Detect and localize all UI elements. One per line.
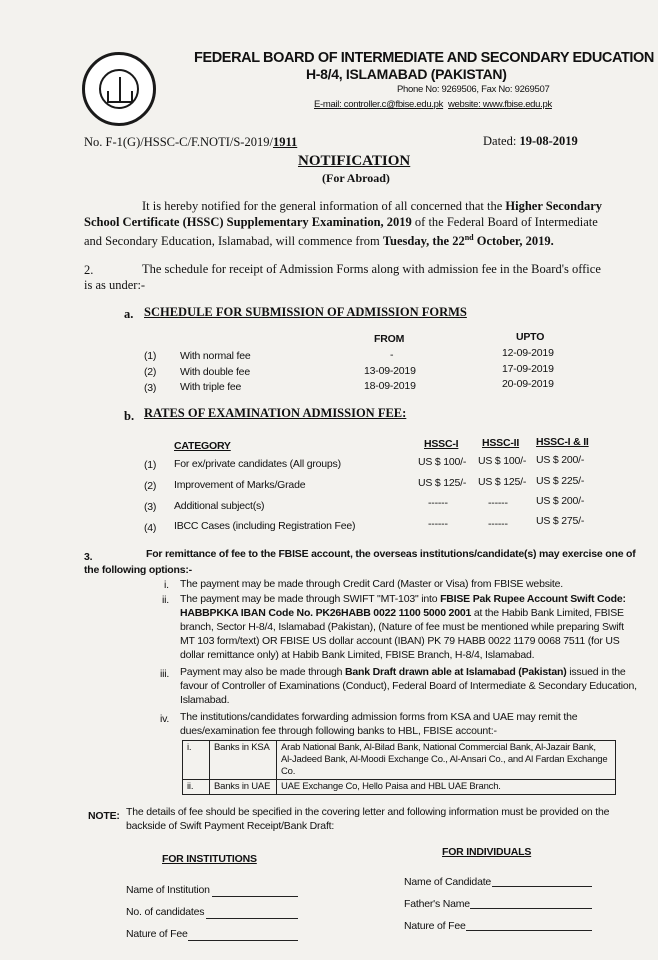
option-iv-line1: The institutions/candidates forwarding admission forms from KSA and UAE may remit the [180,711,578,723]
candidates-count-label: No. of candidates [126,906,205,918]
org-address: H-8/4, ISLAMABAD (PAKISTAN) [306,66,507,82]
institution-name-label: Name of Institution [126,884,210,896]
option-ii-line4: MT 103 form/text) OR FBISE US dollar account (IBAN) PK 79 HABB 0022 1179 0068 7511 (for US [180,635,620,647]
schedule-col-from: FROM [374,333,405,345]
table-row [183,780,616,795]
option-iv-line2: dues/examination fee through following banks to HBL, FBISE account:- [180,725,497,737]
para3-line1: For remittance of fee to the FBISE account, the overseas institutions/candidate(s) may exercise one of [146,548,636,560]
institution-name-field[interactable] [212,896,298,897]
father-name-field[interactable] [470,908,592,909]
para1-line1: It is hereby notified for the general information of all concerned that the Higher Secondary [142,199,603,213]
bank-row-number: ii. [183,780,210,795]
rates-row-num: (1) [144,459,157,471]
option-iv-number: iv. [160,713,170,725]
org-website: website: www.fbise.edu.pk [448,99,552,110]
org-email: E-mail: controller.c@fbise.edu.pk [314,99,444,110]
schedule-row-upto: 17-09-2019 [502,363,554,375]
individual-fee-field[interactable] [466,930,592,931]
rates-row-hssc12: US $ 200/- [536,495,585,507]
schedule-row-desc: With double fee [180,366,250,378]
bank-row-region: Banks in KSA [210,741,277,780]
para3-line2: the following options:- [84,564,192,576]
rates-row-desc: For ex/private candidates (All groups) [174,458,341,470]
schedule-row-num: (1) [144,350,157,362]
candidate-name-field[interactable] [492,886,592,887]
rates-row-hssc1: ------ [428,518,448,530]
schedule-row-from: 13-09-2019 [364,365,416,377]
individual-fee-label: Nature of Fee [404,920,466,932]
rates-col-hssc12: HSSC-I & II [536,436,589,448]
ref-number: No. F-1(G)/HSSC-C/F.NOTI/S-2019/1911 [84,135,298,149]
schedule-heading: SCHEDULE FOR SUBMISSION OF ADMISSION FORMS [144,305,467,319]
table-row [183,741,616,780]
org-title: FEDERAL BOARD OF INTERMEDIATE AND SECONDARY EDUCATION [194,50,654,66]
option-iii-line3: Islamabad. [180,694,230,706]
bank-row-region: Banks in UAE [210,780,277,795]
bank-row-list: Arab National Bank, Al-Bilad Bank, National Commercial Bank, Al-Jazair Bank, Al-Jadeed Bank, Al-Moodi Exchange Co., Al-Ansari Co., and Al Fardan Exchange Co. [277,741,616,780]
rates-row-hssc12: US $ 225/- [536,475,585,487]
para2-line2: is as under:- [84,278,146,292]
candidate-name-label: Name of Candidate [404,876,492,888]
institutions-heading: FOR INSTITUTIONS [162,853,257,865]
rates-col-hssc2: HSSC-II [482,437,520,449]
institution-fee-label: Nature of Fee [126,928,188,940]
option-i-text: The payment may be made through Credit Card (Master or Visa) from FBISE website. [180,578,563,590]
rates-row-hssc2: US $ 125/- [478,476,527,488]
rates-col-hssc1: HSSC-I [424,438,459,450]
rates-row-hssc2: US $ 100/- [478,455,527,467]
para2-number: 2. [84,263,94,277]
rates-row-hssc2: ------ [488,497,508,509]
option-iii-number: iii. [160,668,170,680]
schedule-col-upto: UPTO [516,331,545,343]
option-ii-line1: The payment may be made through SWIFT "MT-103" into FBISE Pak Rupee Account Swift Code: [180,593,626,605]
rates-col-category: CATEGORY [174,440,231,452]
rates-row-hssc1: ------ [428,497,448,509]
note-line2: backside of Swift Payment Receipt/Bank Draft: [126,820,335,832]
rates-row-hssc12: US $ 275/- [536,515,585,527]
bank-row-list: UAE Exchange Co, Hello Paisa and HBL UAE Branch. [277,780,616,795]
father-name-label: Father's Name [404,898,470,910]
rates-row-hssc1: US $ 100/- [418,456,467,468]
schedule-label: a. [124,307,134,321]
option-ii-line3: branch, Sector H-8/4, Islamabad (Pakistan), (Nature of fee must be mentioned while preparing Swift [180,621,624,633]
schedule-row-from: - [390,349,394,361]
note-line1: The details of fee should be specified in the covering letter and following information must be provided on the [126,806,610,818]
institution-fee-field[interactable] [188,940,298,941]
fbise-logo-icon [82,52,156,126]
rates-row-desc: IBCC Cases (including Registration Fee) [174,520,356,532]
candidates-count-field[interactable] [206,918,298,919]
schedule-row-num: (2) [144,366,157,378]
note-label: NOTE: [88,810,120,822]
schedule-row-from: 18-09-2019 [364,380,416,392]
schedule-row-upto: 12-09-2019 [502,347,554,359]
notice-subtitle: (For Abroad) [322,171,390,185]
ref-date: Dated: 19-08-2019 [483,134,578,148]
rates-row-desc: Improvement of Marks/Grade [174,479,306,491]
schedule-row-desc: With normal fee [180,350,251,362]
option-iii-line1: Payment may also be made through Bank Draft drawn able at Islamabad (Pakistan) issued in the [180,666,626,678]
schedule-row-upto: 20-09-2019 [502,378,554,390]
rates-heading: RATES OF EXAMINATION ADMISSION FEE: [144,406,407,420]
para1-line3: and Secondary Education, Islamabad, will commence from Tuesday, the 22nd October, 2019. [84,233,554,249]
banks-table [182,740,616,795]
rates-row-num: (2) [144,480,157,492]
rates-row-desc: Additional subject(s) [174,500,265,512]
rates-row-hssc2: ------ [488,518,508,530]
rates-row-hssc1: US $ 125/- [418,477,467,489]
option-ii-line5: dollar remittance only) at Habib Bank Limited, FBISE Branch, H-8/4, Islamabad. [180,649,535,661]
rates-row-hssc12: US $ 200/- [536,454,585,466]
bank-row-number: i. [183,741,210,780]
option-i-number: i. [164,579,169,591]
rates-row-num: (3) [144,501,157,513]
option-ii-line2: HABBPKKA IBAN Code No. PK26HABB 0022 1100 5000 2001 at the Habib Bank Limited, FBISE [180,607,624,619]
org-phone: Phone No: 9269506, Fax No: 9269507 [397,84,550,95]
rates-row-num: (4) [144,522,157,534]
option-ii-number: ii. [162,594,169,606]
schedule-row-desc: With triple fee [180,381,242,393]
individuals-heading: FOR INDIVIDUALS [442,846,532,858]
para3-number: 3. [84,551,93,563]
option-iii-line2: favour of Controller of Examinations (Conduct), Federal Board of Intermediate & Secondary Education, [180,680,637,692]
rates-label: b. [124,409,135,423]
notice-title: NOTIFICATION [298,153,411,169]
para1-line2: School Certificate (HSSC) Supplementary Examination, 2019 of the Federal Board of Intermediate [84,215,598,229]
para2-line1: The schedule for receipt of Admission Forms along with admission fee in the Board's office [142,262,601,276]
schedule-row-num: (3) [144,382,157,394]
